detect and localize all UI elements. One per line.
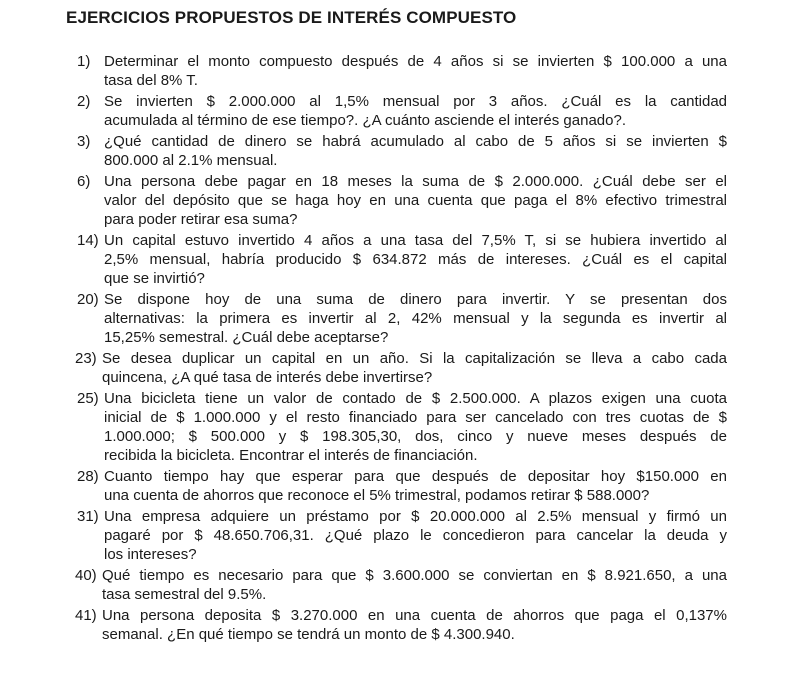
exercise-number: 6)	[77, 173, 91, 190]
exercise-text-line: Qué tiempo es necesario para que $ 3.600.000 se conviertan en $ 8.921.650, a una	[102, 567, 727, 584]
exercise-number: 28)	[77, 468, 99, 485]
exercise-text-line: Una bicicleta tiene un valor de contado de $ 2.500.000. A plazos exigen una cuota	[104, 390, 727, 407]
exercise-text-line: Se dispone hoy de una suma de dinero para invertir. Y se presentan dos	[104, 291, 727, 308]
exercise-text-line: valor del depósito que se haga hoy en una cuenta que paga el 8% efectivo trimestral	[104, 192, 727, 209]
exercise-item	[77, 52, 727, 90]
exercise-text-line: que se invirtió?	[104, 270, 205, 287]
exercise-text-line: los intereses?	[104, 546, 197, 563]
exercise-text-line: 15,25% semestral. ¿Cuál debe aceptarse?	[104, 329, 389, 346]
exercise-item	[77, 231, 727, 288]
exercise-text-line: una cuenta de ahorros que reconoce el 5% trimestral, podamos retirar $ 588.000?	[104, 487, 650, 504]
exercise-number: 14)	[77, 232, 99, 249]
exercise-item	[77, 290, 727, 347]
exercise-number: 1)	[77, 53, 91, 70]
exercise-number: 3)	[77, 133, 91, 150]
exercise-item	[77, 172, 727, 229]
exercise-list	[77, 52, 727, 646]
exercise-number: 20)	[77, 291, 99, 308]
exercise-text-line: quincena, ¿A qué tasa de interés debe invertirse?	[102, 369, 433, 386]
exercise-number: 25)	[77, 390, 99, 407]
exercise-text-line: 800.000 al 2.1% mensual.	[104, 152, 278, 169]
exercise-text-line: Una persona deposita $ 3.270.000 en una cuenta de ahorros que paga el 0,137%	[102, 607, 727, 624]
exercise-item	[77, 132, 727, 170]
exercise-text-line: acumulada al término de ese tiempo?. ¿A cuánto asciende el interés ganado?.	[104, 112, 626, 129]
exercise-text-line: tasa del 8% T.	[104, 72, 198, 89]
exercise-number: 2)	[77, 93, 91, 110]
exercise-text-line: Se invierten $ 2.000.000 al 1,5% mensual por 3 años. ¿Cuál es la cantidad	[104, 93, 727, 110]
exercise-item	[77, 467, 727, 505]
exercise-text-line: Un capital estuvo invertido 4 años a una tasa del 7,5% T, si se hubiera invertido al	[104, 232, 727, 249]
exercise-text-line: recibida la bicicleta. Encontrar el interés de financiación.	[104, 447, 478, 464]
exercise-item	[77, 389, 727, 465]
exercise-text-line: pagaré por $ 48.650.706,31. ¿Qué plazo le concedieron para cancelar la deuda y	[104, 527, 727, 544]
exercise-item	[77, 507, 727, 564]
exercise-text-line: Una empresa adquiere un préstamo por $ 20.000.000 al 2.5% mensual y firmó un	[104, 508, 727, 525]
exercise-text-line: ¿Qué cantidad de dinero se habrá acumulado al cabo de 5 años si se invierten $	[104, 133, 727, 150]
document-title: EJERCICIOS PROPUESTOS DE INTERÉS COMPUESTO	[66, 8, 517, 27]
exercise-text-line: Determinar el monto compuesto después de 4 años si se invierten $ 100.000 a una	[104, 53, 727, 70]
exercise-text-line: tasa semestral del 9.5%.	[102, 586, 267, 603]
exercise-item	[77, 349, 727, 387]
exercise-item	[77, 566, 727, 604]
exercise-text-line: 2,5% mensual, habría producido $ 634.872 más de intereses. ¿Cuál es el capital	[104, 251, 727, 268]
exercise-number: 23)	[75, 350, 97, 367]
exercise-number: 40)	[75, 567, 97, 584]
exercise-text-line: semanal. ¿En qué tiempo se tendrá un monto de $ 4.300.940.	[102, 626, 515, 643]
exercise-text-line: inicial de $ 1.000.000 y el resto financiado para ser cancelado con tres cuotas de $	[104, 409, 727, 426]
exercise-text-line: alternativas: la primera es invertir al 2, 42% mensual y la segunda es invertir al	[104, 310, 727, 327]
exercise-number: 31)	[77, 508, 99, 525]
exercise-item	[77, 606, 727, 644]
exercise-text-line: 1.000.000; $ 500.000 y $ 198.305,30, dos, cinco y nueve meses después de	[104, 428, 727, 445]
exercise-text-line: Una persona debe pagar en 18 meses la suma de $ 2.000.000. ¿Cuál debe ser el	[104, 173, 727, 190]
exercise-text-line: para poder retirar esa suma?	[104, 211, 298, 228]
exercise-item	[77, 92, 727, 130]
exercise-text-line: Cuanto tiempo hay que esperar para que después de depositar hoy $150.000 en	[104, 468, 727, 485]
exercise-text-line: Se desea duplicar un capital en un año. Si la capitalización se lleva a cabo cada	[102, 350, 727, 367]
exercise-number: 41)	[75, 607, 97, 624]
